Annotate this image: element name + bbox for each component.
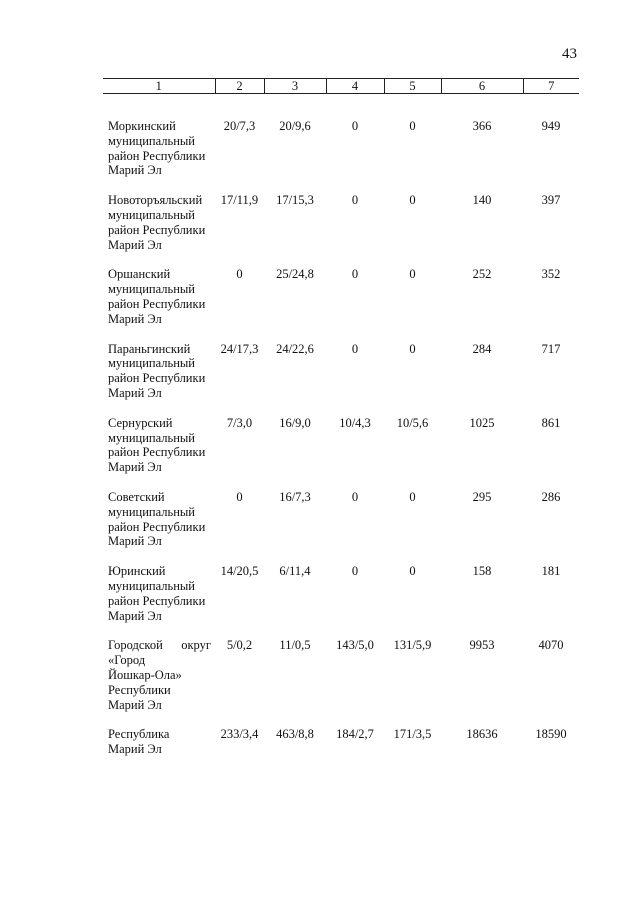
cell: 20/9,6 xyxy=(279,119,311,133)
cell: 463/8,8 xyxy=(276,727,314,742)
name-line: муниципальный xyxy=(108,207,195,222)
name-line: муниципальный xyxy=(108,430,195,445)
cell: 233/3,4 xyxy=(220,727,259,742)
cell: 9953 xyxy=(469,638,495,653)
cell: 252 xyxy=(472,267,492,282)
table-row xyxy=(103,94,579,179)
table-row xyxy=(103,252,579,326)
column-header: 7 xyxy=(523,79,579,94)
column-header: 1 xyxy=(103,79,215,94)
name-line: Городской округ xyxy=(108,638,211,653)
cell: 140 xyxy=(472,193,492,208)
name-line: район Республики xyxy=(108,445,206,460)
cell: 0 xyxy=(351,564,359,579)
name-line: муниципальный xyxy=(108,282,195,297)
name-line: Новоторъяльский xyxy=(108,193,203,208)
name-line: Советский xyxy=(108,489,165,504)
cell: 0 xyxy=(351,489,359,504)
cell: 10/4,3 xyxy=(339,415,371,430)
name-line: Йошкар-Ола» xyxy=(108,667,182,682)
cell: 861 xyxy=(541,415,561,430)
name-line: Марий Эл xyxy=(108,742,162,757)
name-line: Республики xyxy=(108,682,171,697)
name-line: муниципальный xyxy=(108,504,195,519)
cell: 11/0,5 xyxy=(279,638,311,653)
district-name xyxy=(103,712,215,757)
cell: 131/5,9 xyxy=(393,638,432,653)
cell: 18636 xyxy=(466,727,498,742)
cell: 286 xyxy=(541,489,561,504)
cell: 0 xyxy=(409,341,416,356)
cell: 18590 xyxy=(535,727,567,742)
name-line: Сернурский xyxy=(108,415,173,430)
district-name xyxy=(103,252,215,326)
cell: 0 xyxy=(409,564,416,579)
cell: 1025 xyxy=(469,415,495,430)
district-name xyxy=(103,327,215,401)
district-name xyxy=(103,178,215,252)
column-header: 5 xyxy=(384,79,441,94)
name-line: муниципальный xyxy=(108,133,195,148)
name-line: Марий Эл xyxy=(108,460,162,475)
cell: 10/5,6 xyxy=(396,415,429,430)
table-row xyxy=(103,549,579,623)
name-line: муниципальный xyxy=(108,356,195,371)
table-row xyxy=(103,475,579,549)
district-name xyxy=(103,401,215,475)
cell: 16/7,3 xyxy=(279,489,311,504)
table-row xyxy=(103,401,579,475)
cell: 17/11,9 xyxy=(220,193,259,208)
name-line: район Республики xyxy=(108,519,206,534)
cell: 14/20,5 xyxy=(220,564,259,579)
cell: 24/22,6 xyxy=(276,341,314,356)
table-row xyxy=(103,178,579,252)
name-line: Марий Эл xyxy=(108,163,162,178)
name-line: район Республики xyxy=(108,371,206,386)
cell: 284 xyxy=(472,341,492,356)
cell: 0 xyxy=(236,267,243,282)
cell: 6/11,4 xyxy=(279,564,311,579)
cell: 295 xyxy=(472,489,492,504)
column-header: 3 xyxy=(264,79,326,94)
cell: 0 xyxy=(409,489,416,504)
table-header-row xyxy=(103,79,579,94)
cell: 24/17,3 xyxy=(220,341,259,356)
name-line: Марий Эл xyxy=(108,385,162,400)
cell: 158 xyxy=(472,564,492,579)
cell: 397 xyxy=(541,193,561,208)
name-line: муниципальный xyxy=(108,578,195,593)
name-line: «Город xyxy=(108,653,146,668)
cell: 366 xyxy=(472,119,492,133)
cell: 0 xyxy=(236,489,243,504)
cell: 20/7,3 xyxy=(223,119,256,133)
name-line: Параньгинский xyxy=(108,341,191,356)
cell: 352 xyxy=(541,267,561,282)
cell: 16/9,0 xyxy=(279,415,311,430)
column-header: 6 xyxy=(441,79,523,94)
cell: 0 xyxy=(409,267,416,282)
cell: 181 xyxy=(541,564,561,579)
name-line: район Республики xyxy=(108,593,206,608)
name-line: Юринский xyxy=(108,564,166,579)
cell: 0 xyxy=(351,267,359,282)
cell: 5/0,2 xyxy=(226,638,253,653)
cell: 25/24,8 xyxy=(276,267,314,282)
name-line: Марий Эл xyxy=(108,237,162,252)
name-line: район Республики xyxy=(108,148,206,163)
name-line: Марий Эл xyxy=(108,697,162,712)
column-header: 2 xyxy=(215,79,264,94)
district-name xyxy=(103,623,215,712)
column-header: 4 xyxy=(326,79,384,94)
district-name xyxy=(103,475,215,549)
name-line: Моркинский xyxy=(108,119,176,133)
name-line: район Республики xyxy=(108,222,206,237)
name-line: Марий Эл xyxy=(108,534,162,549)
cell: 949 xyxy=(541,119,561,133)
district-name xyxy=(103,94,215,179)
cell: 0 xyxy=(351,341,359,356)
district-name xyxy=(103,549,215,623)
cell: 4070 xyxy=(538,638,564,653)
cell: 17/15,3 xyxy=(276,193,314,208)
table-row xyxy=(103,712,579,757)
data-table xyxy=(103,78,579,757)
cell: 717 xyxy=(541,341,561,356)
cell: 0 xyxy=(409,119,416,133)
name-line: Республика xyxy=(108,727,170,742)
name-line: Марий Эл xyxy=(108,311,162,326)
cell: 0 xyxy=(351,119,359,133)
cell: 7/3,0 xyxy=(226,415,253,430)
table-row xyxy=(103,623,579,712)
cell: 143/5,0 xyxy=(336,638,374,653)
name-line: район Республики xyxy=(108,296,206,311)
page-number: 43 xyxy=(562,46,577,62)
name-line: Оршанский xyxy=(108,267,171,282)
cell: 184/2,7 xyxy=(336,727,374,742)
table-row xyxy=(103,327,579,401)
name-line: Марий Эл xyxy=(108,608,162,623)
cell: 171/3,5 xyxy=(393,727,432,742)
cell: 0 xyxy=(409,193,416,208)
cell: 0 xyxy=(351,193,359,208)
